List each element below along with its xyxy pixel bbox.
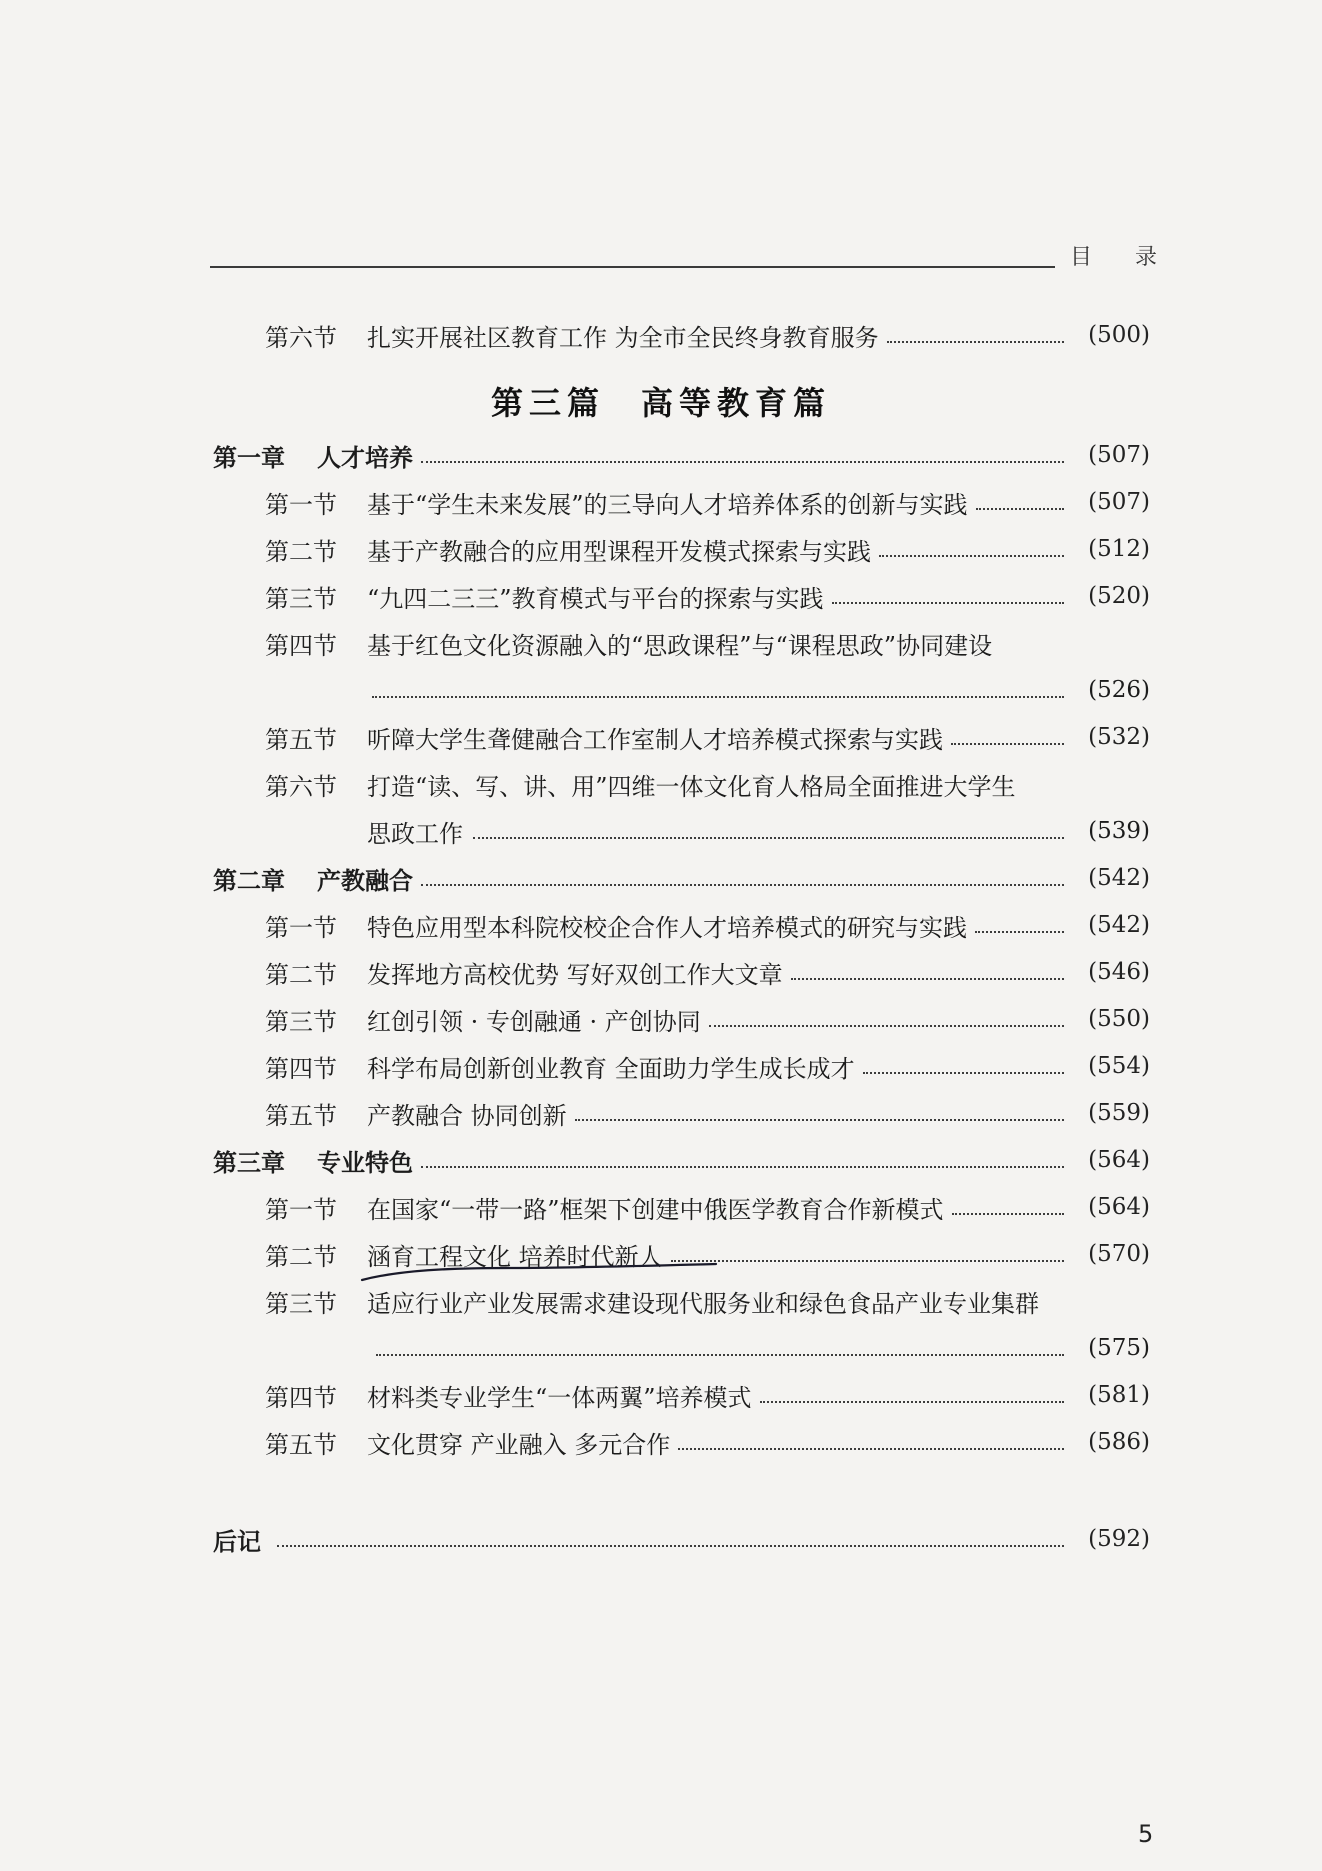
entry-page: (512) bbox=[1088, 536, 1150, 562]
entry-title: 涵育工程文化 培养时代新人 bbox=[367, 1242, 663, 1271]
entry-title: 基于产教融合的应用型课程开发模式探索与实践 bbox=[367, 537, 871, 566]
dot-leader bbox=[473, 837, 1064, 839]
entry-page: (507) bbox=[1088, 489, 1150, 515]
dot-leader bbox=[952, 1213, 1064, 1215]
entry-title-continuation: 思政工作 bbox=[367, 819, 463, 848]
entry-title: 打造“读、写、讲、用”四维一体文化育人格局全面推进大学生 bbox=[367, 772, 1016, 801]
entry-page: (542) bbox=[1088, 912, 1150, 938]
chapter-title: 专业特色 bbox=[317, 1148, 413, 1177]
entry-title: 材料类专业学生“一体两翼”培养模式 bbox=[367, 1383, 752, 1412]
dot-leader bbox=[975, 931, 1064, 933]
dot-leader bbox=[879, 555, 1064, 557]
entry-page: (550) bbox=[1088, 1006, 1150, 1032]
part-name: 高等教育篇 bbox=[641, 384, 832, 422]
dot-leader bbox=[760, 1401, 1064, 1403]
dot-leader bbox=[277, 1545, 1064, 1547]
entry-label: 第二节 bbox=[265, 960, 337, 989]
entry-label: 第二节 bbox=[265, 1242, 337, 1271]
dot-leader bbox=[421, 884, 1064, 886]
toc-chapter[interactable] bbox=[213, 861, 1150, 895]
toc-entry[interactable] bbox=[265, 720, 1150, 754]
entry-label: 第一节 bbox=[265, 913, 337, 942]
dot-leader bbox=[372, 696, 1064, 698]
entry-page: (570) bbox=[1088, 1241, 1150, 1267]
toc-entry[interactable] bbox=[265, 532, 1150, 566]
toc-entry[interactable] bbox=[265, 1190, 1150, 1224]
entry-title: 产教融合 协同创新 bbox=[367, 1101, 567, 1130]
entry-label: 第四节 bbox=[265, 1383, 337, 1412]
entry-label: 第四节 bbox=[265, 1054, 337, 1083]
entry-label: 第一节 bbox=[265, 1195, 337, 1224]
page-number: 5 bbox=[1138, 1820, 1154, 1848]
toc-entry[interactable] bbox=[265, 318, 1150, 352]
entry-page: (542) bbox=[1088, 865, 1150, 891]
toc-entry-continuation bbox=[367, 814, 1150, 848]
entry-page: (575) bbox=[1088, 1335, 1150, 1361]
dot-leader bbox=[951, 743, 1064, 745]
entry-title: 听障大学生聋健融合工作室制人才培养模式探索与实践 bbox=[367, 725, 943, 754]
entry-page: (539) bbox=[1088, 818, 1150, 844]
entry-label: 第三节 bbox=[265, 1007, 337, 1036]
dot-leader bbox=[863, 1072, 1064, 1074]
toc-entry[interactable] bbox=[265, 767, 1150, 801]
entry-label: 第六节 bbox=[265, 772, 337, 801]
entry-page: (586) bbox=[1088, 1429, 1150, 1455]
toc-entry[interactable] bbox=[265, 1425, 1150, 1459]
entry-label: 第一节 bbox=[265, 490, 337, 519]
running-header: 目 录 bbox=[1070, 245, 1175, 270]
entry-title: 红创引领 · 专创融通 · 产创协同 bbox=[367, 1007, 701, 1036]
entry-page: (564) bbox=[1088, 1147, 1150, 1173]
entry-page: (532) bbox=[1088, 724, 1150, 750]
chapter-label: 第三章 bbox=[213, 1148, 285, 1177]
entry-page: (581) bbox=[1088, 1382, 1150, 1408]
chapter-title: 产教融合 bbox=[317, 866, 413, 895]
entry-page: (500) bbox=[1088, 322, 1150, 348]
toc-entry[interactable] bbox=[265, 626, 1150, 660]
chapter-label: 第二章 bbox=[213, 866, 285, 895]
dot-leader bbox=[709, 1025, 1064, 1027]
entry-label: 第三节 bbox=[265, 584, 337, 613]
part-number: 第三篇 bbox=[490, 384, 605, 422]
chapter-title: 人才培养 bbox=[317, 443, 413, 472]
dot-leader bbox=[671, 1260, 1064, 1262]
toc-entry[interactable] bbox=[265, 1002, 1150, 1036]
entry-title: 扎实开展社区教育工作 为全市全民终身教育服务 bbox=[367, 323, 879, 352]
part-title bbox=[0, 378, 1322, 424]
header-rule bbox=[210, 266, 1055, 268]
entry-title: 基于红色文化资源融入的“思政课程”与“课程思政”协同建设 bbox=[367, 631, 993, 660]
dot-leader bbox=[376, 1354, 1064, 1356]
dot-leader bbox=[575, 1119, 1064, 1121]
entry-label: 第五节 bbox=[265, 725, 337, 754]
entry-title: 科学布局创新创业教育 全面助力学生成长成才 bbox=[367, 1054, 855, 1083]
entry-title: 文化贯穿 产业融入 多元合作 bbox=[367, 1430, 671, 1459]
dot-leader bbox=[678, 1448, 1064, 1450]
toc-entry[interactable] bbox=[265, 1378, 1150, 1412]
toc-chapter[interactable] bbox=[213, 438, 1150, 472]
toc-entry[interactable] bbox=[265, 1049, 1150, 1083]
entry-title: “九四二三三”教育模式与平台的探索与实践 bbox=[367, 584, 824, 613]
toc-chapter[interactable] bbox=[213, 1143, 1150, 1177]
entry-page: (554) bbox=[1088, 1053, 1150, 1079]
entry-title: 基于“学生未来发展”的三导向人才培养体系的创新与实践 bbox=[367, 490, 968, 519]
toc-entry[interactable] bbox=[265, 955, 1150, 989]
entry-label: 第四节 bbox=[265, 631, 337, 660]
chapter-label: 后记 bbox=[213, 1527, 261, 1556]
toc-entry[interactable] bbox=[265, 1096, 1150, 1130]
toc-entry-continuation bbox=[372, 673, 1150, 707]
toc-entry[interactable] bbox=[265, 1284, 1150, 1318]
entry-page: (564) bbox=[1088, 1194, 1150, 1220]
entry-label: 第六节 bbox=[265, 323, 337, 352]
toc-entry-continuation bbox=[376, 1331, 1150, 1365]
pen-underline-mark bbox=[360, 1256, 720, 1286]
dot-leader bbox=[887, 341, 1064, 343]
entry-label: 第五节 bbox=[265, 1430, 337, 1459]
entry-page: (520) bbox=[1088, 583, 1150, 609]
entry-page: (526) bbox=[1088, 677, 1150, 703]
entry-page: (559) bbox=[1088, 1100, 1150, 1126]
entry-page: (546) bbox=[1088, 959, 1150, 985]
dot-leader bbox=[791, 978, 1064, 980]
dot-leader bbox=[976, 508, 1064, 510]
entry-page: (507) bbox=[1088, 442, 1150, 468]
entry-label: 第三节 bbox=[265, 1289, 337, 1318]
dot-leader bbox=[832, 602, 1064, 604]
toc-entry[interactable] bbox=[265, 908, 1150, 942]
toc-entry[interactable] bbox=[265, 485, 1150, 519]
entry-title: 在国家“一带一路”框架下创建中俄医学教育合作新模式 bbox=[367, 1195, 944, 1224]
dot-leader bbox=[421, 461, 1064, 463]
chapter-label: 第一章 bbox=[213, 443, 285, 472]
entry-title: 适应行业产业发展需求建设现代服务业和绿色食品产业专业集群 bbox=[367, 1289, 1039, 1318]
entry-title: 发挥地方高校优势 写好双创工作大文章 bbox=[367, 960, 783, 989]
toc-entry[interactable] bbox=[265, 579, 1150, 613]
toc-chapter[interactable] bbox=[213, 1522, 1150, 1556]
entry-page: (592) bbox=[1088, 1526, 1150, 1552]
dot-leader bbox=[421, 1166, 1064, 1168]
entry-label: 第二节 bbox=[265, 537, 337, 566]
entry-title: 特色应用型本科院校校企合作人才培养模式的研究与实践 bbox=[367, 913, 967, 942]
entry-label: 第五节 bbox=[265, 1101, 337, 1130]
